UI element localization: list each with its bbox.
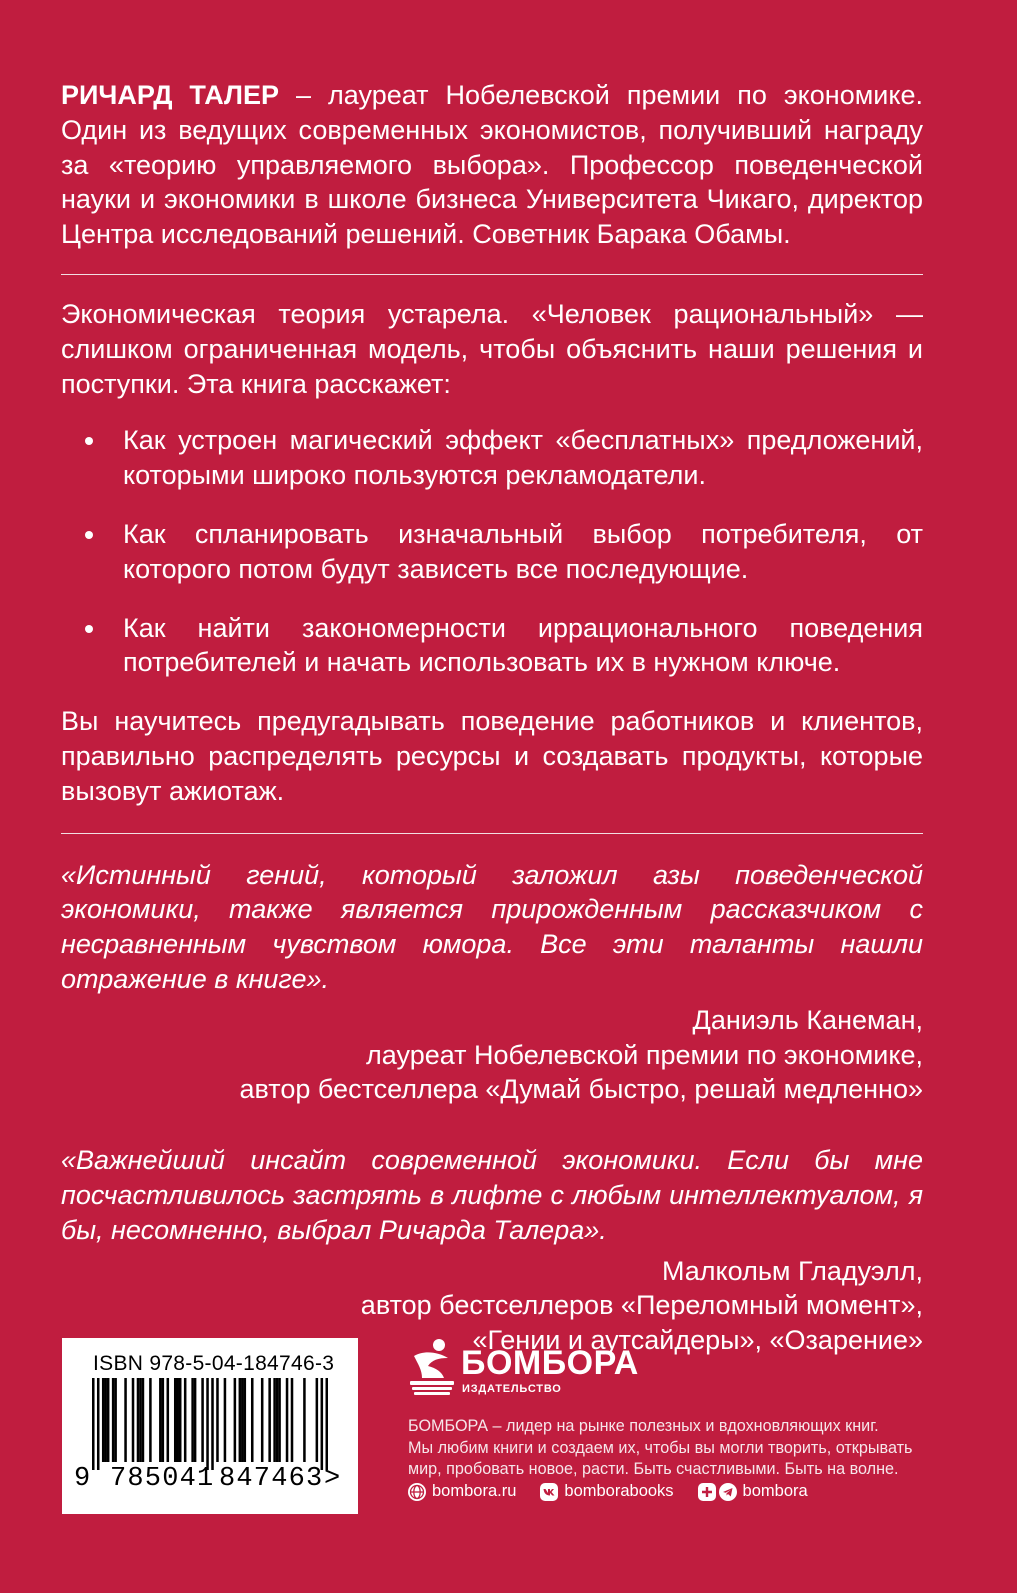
barcode-bar <box>167 1378 170 1462</box>
social-link-site[interactable]: bombora.ru <box>408 1482 516 1501</box>
globe-icon <box>408 1483 426 1501</box>
barcode-bar <box>114 1378 117 1462</box>
divider <box>61 274 923 275</box>
publisher-description: БОМБОРА – лидер на рынке полезных и вдохновляющих книг. Мы любим книги и создаем их, чтобы вы могли творить, открывать мир, пробовать новое, расти. Быть счастливыми. Быть на волне. <box>408 1417 913 1479</box>
publisher-subtitle: ИЗДАТЕЛЬСТВО <box>462 1383 562 1395</box>
barcode-bar <box>201 1378 204 1462</box>
isbn-barcode <box>62 1338 358 1514</box>
barcode-bar <box>149 1378 152 1462</box>
barcode-bar <box>206 1378 209 1470</box>
barcode-bar <box>194 1378 197 1462</box>
author-name: РИЧАРД ТАЛЕР <box>61 80 280 110</box>
barcode-group-right: 847463 <box>219 1464 324 1494</box>
quote-attribution: Малкольм Гладуэлл, автор бестселлеров «Переломный момент», «Гении и аутсайдеры», «Озарение» <box>360 1255 923 1356</box>
barcode-bar <box>211 1378 214 1470</box>
barcode-bar <box>278 1378 281 1462</box>
barcode-digit-first: 9 <box>74 1464 91 1494</box>
barcode-bars <box>92 1378 328 1470</box>
barcode-quiet-mark: > <box>324 1464 341 1494</box>
social-links <box>408 1482 832 1501</box>
barcode-bar <box>142 1378 145 1462</box>
bombora-logo-icon <box>408 1338 456 1398</box>
barcode-bar <box>316 1378 319 1462</box>
barcode-bar <box>261 1378 264 1462</box>
barcode-bar <box>216 1378 219 1462</box>
barcode-bar <box>268 1378 271 1462</box>
barcode-bar <box>97 1378 100 1470</box>
barcode-bar <box>224 1378 227 1462</box>
list-item: Как устроен магический эффект «бесплатных» предложений, которыми широко пользуются рекламодатели. <box>61 423 923 493</box>
bullet-icon <box>85 531 93 539</box>
barcode-bar <box>102 1378 105 1462</box>
barcode-bar <box>176 1378 179 1462</box>
author-bio <box>61 78 923 252</box>
social-link-telegram[interactable]: bombora <box>698 1482 808 1501</box>
quote-kahneman: «Истинный гений, который заложил азы поведенческой экономики, также является прирожденным рассказчиком с несравненным чувством юмора. Все эти таланты нашли отражение в книге». <box>61 859 923 994</box>
author-bio-text: – лауреат Нобелевской премии по экономике. Один из ведущих современных экономистов, получивший награду за «теорию управляемого выбора». Профессор поведенческой науки и экономики в школе бизнеса Университета Чикаго, директор Центра исследований решений. Советник Барака Обамы. <box>61 80 923 250</box>
divider <box>61 833 923 834</box>
barcode-bar <box>159 1378 162 1462</box>
intro-paragraph: Экономическая теория устарела. «Человек рациональный» — слишком ограниченная модель, чтобы объяснить наши решения и поступки. Эта книга расскажет: <box>61 298 923 399</box>
telegram-icon <box>719 1483 737 1501</box>
barcode-bar <box>184 1378 187 1462</box>
publisher-name: БОМБОРА <box>461 1344 639 1382</box>
barcode-bar <box>251 1378 254 1462</box>
barcode-bar <box>137 1378 140 1462</box>
barcode-bar <box>191 1378 194 1462</box>
barcode-bar <box>273 1378 276 1462</box>
list-item: Как найти закономерности иррационального поведения потребителей и начать использовать их в нужном ключе. <box>61 611 923 681</box>
isbn-label: ISBN 978-5-04-184746-3 <box>93 1352 335 1375</box>
barcode-bar <box>179 1378 182 1462</box>
barcode-bar <box>276 1378 279 1462</box>
feature-list <box>61 423 923 680</box>
barcode-bar <box>104 1378 107 1462</box>
barcode-bar <box>124 1378 127 1462</box>
bullet-icon <box>85 625 93 633</box>
barcode-bar <box>326 1378 328 1470</box>
barcode-bar <box>241 1378 244 1462</box>
barcode-bar <box>162 1378 165 1462</box>
barcode-bar <box>132 1378 135 1462</box>
barcode-bar <box>112 1378 115 1462</box>
barcode-bar <box>321 1378 324 1470</box>
barcode-bar <box>291 1378 294 1462</box>
barcode-bar <box>234 1378 237 1462</box>
barcode-bar <box>239 1378 242 1462</box>
quote-attribution: Даниэль Канеман, лауреат Нобелевской премии по экономике, автор бестселлера «Думай быстро, решай медленно» <box>239 1004 923 1105</box>
barcode-bar <box>244 1378 247 1462</box>
social-link-vk[interactable]: bomborabooks <box>540 1482 673 1501</box>
back-cover-text <box>61 78 923 1358</box>
quote-gladwell: «Важнейший инсайт современной экономики. Если бы мне посчастливилось застрять в лифте с любым интеллектуалом, я бы, несомненно, выбрал Ричарда Талера». <box>61 1145 923 1245</box>
barcode-bar <box>303 1378 306 1462</box>
plus-icon <box>698 1483 716 1501</box>
vk-icon <box>540 1483 558 1501</box>
bullet-icon <box>85 437 93 445</box>
barcode-bar <box>107 1378 110 1462</box>
outro-paragraph: Вы научитесь предугадывать поведение работников и клиентов, правильно распределять ресурсы и создавать продукты, которые вызовут ажиотаж. <box>61 706 923 806</box>
barcode-group-left: 785041 <box>110 1464 215 1494</box>
barcode-bar <box>174 1378 177 1462</box>
barcode-bar <box>286 1378 289 1462</box>
list-item: Как спланировать изначальный выбор потребителя, от которого потом будут зависеть все последующие. <box>61 517 923 587</box>
barcode-bar <box>139 1378 142 1462</box>
barcode-bar <box>92 1378 95 1470</box>
